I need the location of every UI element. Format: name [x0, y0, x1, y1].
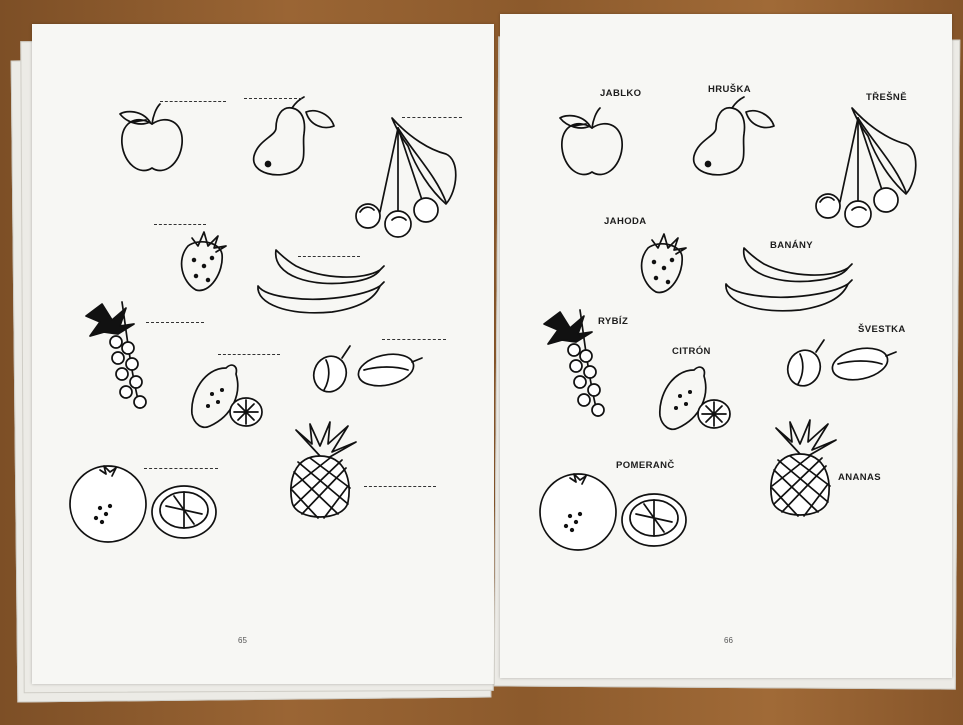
label-plums: ŠVESTKA	[858, 324, 906, 335]
cherries-icon	[810, 106, 930, 228]
answer-line	[402, 117, 462, 118]
bananas-icon	[252, 246, 386, 326]
answer-line	[146, 322, 204, 323]
plums-icon	[308, 340, 428, 400]
answer-line	[244, 98, 302, 99]
left-worksheet-page	[32, 24, 494, 684]
redcurrant-icon	[540, 306, 620, 426]
right-worksheet-page	[500, 14, 952, 678]
apple-icon	[552, 106, 632, 186]
label-bananas: BANÁNY	[770, 240, 814, 251]
strawberry-icon	[634, 226, 694, 296]
label-pear: HRUŠKA	[708, 84, 752, 95]
label-lemon: CITRÓN	[672, 346, 711, 357]
answer-line	[160, 101, 226, 102]
page-number: 66	[724, 636, 733, 645]
answer-line	[144, 468, 218, 469]
orange-icon	[540, 470, 690, 554]
pear-icon	[680, 96, 780, 181]
redcurrant-icon	[82, 298, 162, 418]
orange-icon	[70, 462, 220, 546]
answer-line	[364, 486, 436, 487]
label-pineapple: ANANAS	[838, 472, 882, 483]
page-number: 65	[238, 636, 247, 645]
label-apple: JABLKO	[600, 88, 642, 99]
lemon-icon	[656, 362, 736, 432]
answer-line	[298, 256, 360, 257]
lemon-icon	[188, 360, 268, 430]
pineapple-icon	[756, 420, 846, 528]
label-strawberry: JAHODA	[604, 216, 647, 227]
cherries-icon	[350, 116, 470, 238]
answer-line	[382, 339, 446, 340]
pear-icon	[240, 96, 340, 181]
label-redcurrant: RYBÍZ	[598, 316, 629, 327]
label-orange: POMERANČ	[616, 460, 675, 471]
strawberry-icon	[174, 224, 234, 294]
apple-icon	[112, 102, 192, 182]
pineapple-icon	[276, 422, 366, 530]
answer-line	[154, 224, 206, 225]
plums-icon	[782, 334, 902, 394]
answer-line	[218, 354, 280, 355]
label-cherries: TŘEŠNĚ	[866, 92, 907, 103]
bananas-icon	[720, 244, 854, 324]
